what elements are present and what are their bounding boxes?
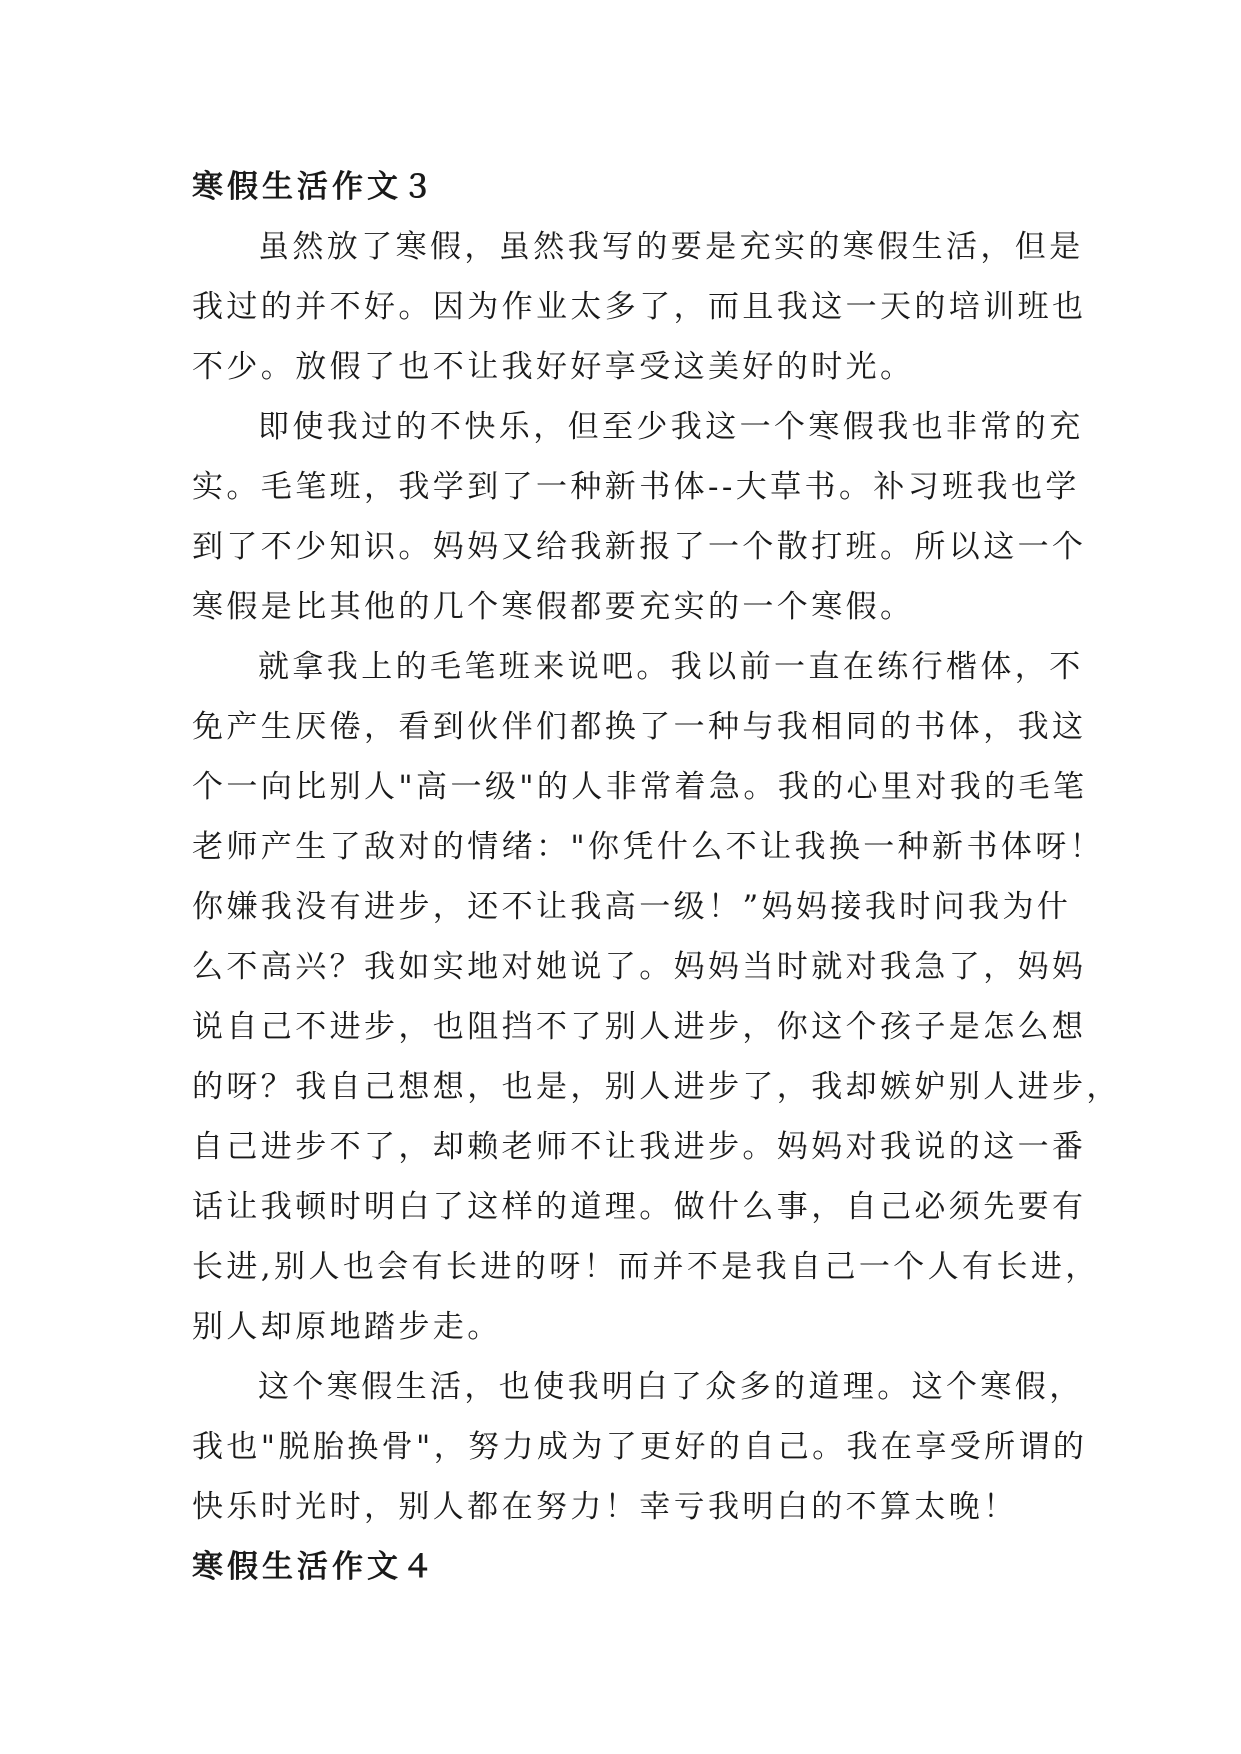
text-line: 么不高兴？我如实地对她说了。妈妈当时就对我急了，妈妈 xyxy=(192,949,1087,985)
text-line: 话让我顿时明白了这样的道理。做什么事，自己必须先要有 xyxy=(192,1189,1087,1225)
text-line: 免产生厌倦，看到伙伴们都换了一种与我相同的书体，我这 xyxy=(192,709,1087,745)
document-body xyxy=(192,157,1121,1597)
paragraph xyxy=(192,217,1087,397)
text-line: 这个寒假生活，也使我明白了众多的道理。这个寒假， xyxy=(258,1369,1084,1405)
section-heading: 寒假生活作文３ xyxy=(192,169,437,205)
text-line: 的呀？我自己想想，也是，别人进步了，我却嫉妒别人进步， xyxy=(192,1069,1121,1105)
text-line: 到了不少知识。妈妈又给我新报了一个散打班。所以这一个 xyxy=(192,529,1087,565)
paragraph xyxy=(192,397,1087,637)
text-line: 个一向比别人"高一级"的人非常着急。我的心里对我的毛笔 xyxy=(192,769,1088,805)
text-line: 就拿我上的毛笔班来说吧。我以前一直在练行楷体，不 xyxy=(258,649,1084,685)
text-line: 实。毛笔班，我学到了一种新书体--大草书。补习班我也学 xyxy=(192,469,1080,505)
text-line: 老师产生了敌对的情绪："你凭什么不让我换一种新书体呀！ xyxy=(192,829,1105,865)
text-line: 不少。放假了也不让我好好享受这美好的时光。 xyxy=(192,349,915,385)
section-heading: 寒假生活作文４ xyxy=(192,1549,437,1585)
text-line: 寒假是比其他的几个寒假都要充实的一个寒假。 xyxy=(192,589,915,625)
text-line: 快乐时光时，别人都在努力！幸亏我明白的不算太晚！ xyxy=(192,1489,1018,1525)
text-line: 你嫌我没有进步，还不让我高一级！”妈妈接我时问我为什 xyxy=(192,889,1072,925)
text-line: 别人却原地踏步走。 xyxy=(192,1309,502,1345)
paragraph xyxy=(192,1357,1088,1537)
text-line: 长进,别人也会有长进的呀！而并不是我自己一个人有长进， xyxy=(192,1249,1100,1285)
text-line: 说自己不进步，也阻挡不了别人进步，你这个孩子是怎么想 xyxy=(192,1009,1087,1045)
text-line: 虽然放了寒假，虽然我写的要是充实的寒假生活，但是 xyxy=(258,229,1084,265)
text-line: 自己进步不了，却赖老师不让我进步。妈妈对我说的这一番 xyxy=(192,1129,1087,1165)
text-line: 我过的并不好。因为作业太多了，而且我这一天的培训班也 xyxy=(192,289,1087,325)
text-line: 即使我过的不快乐，但至少我这一个寒假我也非常的充 xyxy=(258,409,1084,445)
text-line: 我也"脱胎换骨"，努力成为了更好的自己。我在享受所谓的 xyxy=(192,1429,1088,1465)
paragraph xyxy=(192,637,1121,1357)
